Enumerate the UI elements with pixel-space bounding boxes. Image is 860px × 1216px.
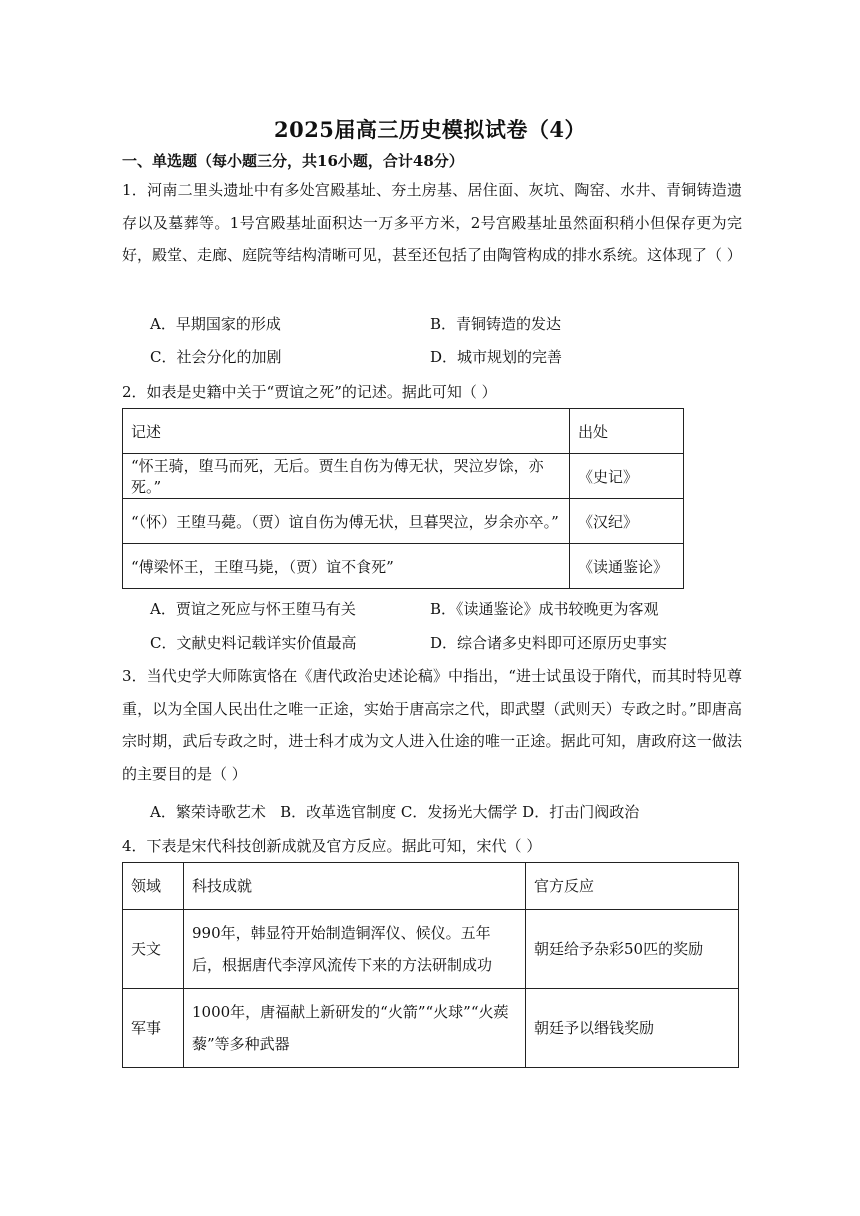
table-cell: 朝廷给予杂彩50匹的奖励 xyxy=(526,910,739,989)
table-cell: 朝廷予以缗钱奖励 xyxy=(526,989,739,1068)
question-2-option-a[interactable]: A．贾谊之死应与怀王堕马有关 xyxy=(150,600,356,618)
table-cell: 军事 xyxy=(123,989,184,1068)
table-cell: 990年，韩显符开始制造铜浑仪、候仪。五年后，根据唐代李淳风流传下来的方法研制成功 xyxy=(184,910,526,989)
section-heading: 一、单选题（每小题三分，共16小题，合计48分） xyxy=(122,152,464,170)
table-header-row xyxy=(123,409,684,454)
question-3-options[interactable]: A．繁荣诗歌艺术 B．改革选官制度 C．发扬光大儒学 D．打击门阀政治 xyxy=(150,803,640,821)
table-cell: “傅梁怀王，王堕马毙，（贾）谊不食死” xyxy=(123,544,570,589)
table-header-cell: 记述 xyxy=(123,409,570,454)
table-cell: 《汉纪》 xyxy=(570,499,684,544)
table-cell: “怀王骑，堕马而死，无后。贾生自伤为傅无状，哭泣岁馀，亦死。” xyxy=(123,454,570,499)
question-1-option-b[interactable]: B．青铜铸造的发达 xyxy=(430,315,562,333)
table-header-cell: 出处 xyxy=(570,409,684,454)
question-2-option-b[interactable]: B．《读通鉴论》成书较晚更为客观 xyxy=(430,600,659,618)
table-row xyxy=(123,454,684,499)
table-row xyxy=(123,989,739,1068)
table-header-cell: 官方反应 xyxy=(526,863,739,910)
question-2-stem: 2．如表是史籍中关于“贾谊之死”的记述。据此可知（ ） xyxy=(122,383,497,401)
table-cell: “（怀）王堕马薨。（贾）谊自伤为傅无状，旦暮哭泣，岁余亦卒。” xyxy=(123,499,570,544)
table-row xyxy=(123,499,684,544)
question-2-option-c[interactable]: C．文献史料记载详实价值最高 xyxy=(150,634,357,652)
question-1-option-d[interactable]: D．城市规划的完善 xyxy=(430,348,563,366)
table-cell: 《史记》 xyxy=(570,454,684,499)
table-cell: 1000年，唐福献上新研发的“火箭”“火球”“火蒺藜”等多种武器 xyxy=(184,989,526,1068)
exam-title: 2025届高三历史模拟试卷（4） xyxy=(273,117,587,142)
table-cell: 《读通鉴论》 xyxy=(570,544,684,589)
table-row xyxy=(123,544,684,589)
table-header-row xyxy=(123,863,739,910)
table-row xyxy=(123,910,739,989)
question-1-option-a[interactable]: A．早期国家的形成 xyxy=(150,315,281,333)
question-2-option-d[interactable]: D．综合诸多史料即可还原历史事实 xyxy=(430,634,668,652)
question-3-stem: 3．当代史学大师陈寅恪在《唐代政治史述论稿》中指出，“进士试虽设于隋代，而其时特见尊重，以为全国人民出仕之唯一正途，实始于唐高宗之代，即武曌（武则天）专政之时。”即唐高宗时期，武后专政之时，进士科才成为文人进入仕途的唯一正途。据此可知，唐政府这一做法的主要目的是（ ） xyxy=(122,667,742,783)
table-header-cell: 领域 xyxy=(123,863,184,910)
table-cell: 天文 xyxy=(123,910,184,989)
table-header-cell: 科技成就 xyxy=(184,863,526,910)
question-1-option-c[interactable]: C．社会分化的加剧 xyxy=(150,348,282,366)
question-4-table xyxy=(122,862,739,1068)
question-4-stem: 4．下表是宋代科技创新成就及官方反应。据此可知，宋代（ ） xyxy=(122,837,542,855)
question-1-stem: 1．河南二里头遗址中有多处宫殿基址、夯土房基、居住面、灰坑、陶窑、水井、青铜铸造遗存以及墓葬等。1号宫殿基址面积达一万多平方米，2号宫殿基址虽然面积稍小但保存更为完好，殿堂、走廊、庭院等结构清晰可见，甚至还包括了由陶管构成的排水系统。这体现了（ ） xyxy=(122,181,742,264)
question-2-table xyxy=(122,408,684,589)
